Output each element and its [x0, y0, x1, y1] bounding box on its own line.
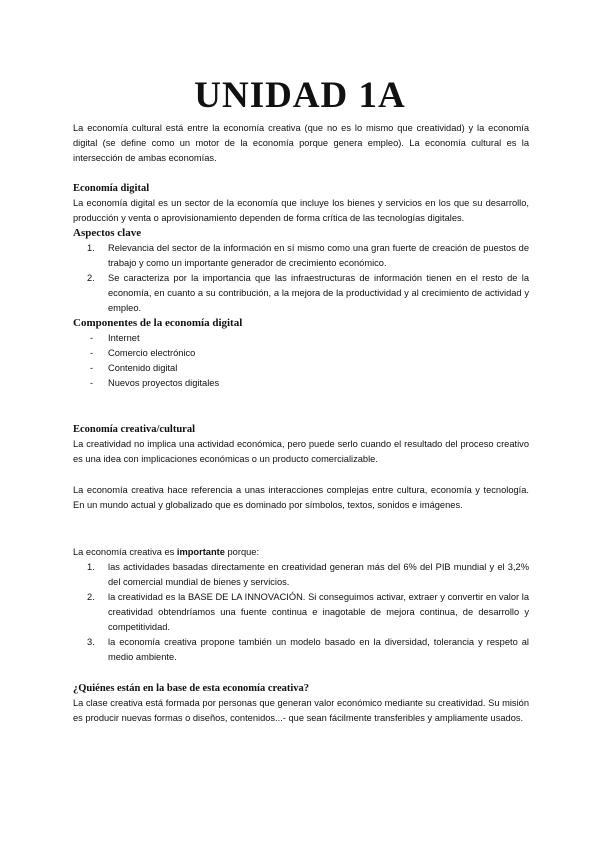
who-heading: ¿Quiénes están en la base de esta economía creativa? — [73, 683, 310, 694]
who-section — [73, 681, 529, 726]
list-item-text: Se caracteriza por la importancia que las infraestructuras de información tienen en el resto de la economía, en cuanto a su contribución, a la mejora de la productividad y al crecimiento de actividad y empleo. — [108, 273, 529, 313]
list-item — [73, 560, 529, 590]
bullet-dash: - — [90, 333, 94, 343]
importance-block — [73, 545, 529, 665]
key-aspects-list — [73, 241, 529, 316]
components-heading: Componentes de la economía digital — [73, 317, 243, 329]
importance-text-pre: La economía creativa es — [73, 547, 177, 557]
bullet-dash: - — [90, 378, 94, 388]
list-item-text: Contenido digital — [108, 363, 178, 373]
creative-paragraph-2-block — [73, 483, 529, 513]
components-list — [73, 331, 529, 391]
intro-section — [73, 121, 529, 166]
digital-economy-section — [73, 181, 529, 391]
digital-economy-heading: Economía digital — [73, 183, 150, 194]
list-item-text: las actividades basadas directamente en creatividad generan más del 6% del PIB mundial y el 3,2% del comercial mundial de bienes y servicios. — [108, 562, 529, 587]
list-item — [73, 361, 529, 376]
list-item — [73, 590, 529, 635]
list-item — [73, 346, 529, 361]
digital-economy-paragraph: La economía digital es un sector de la economía que incluye los bienes y servicios en los que su desarrollo, producción y venta o aprovisionamiento dependen de forma crítica de las tecnologías digitales. — [73, 198, 529, 223]
importance-list — [73, 560, 529, 665]
list-item — [73, 331, 529, 346]
page-title: UNIDAD 1A — [194, 75, 406, 116]
intro-paragraph: La economía cultural está entre la economía creativa (que no es lo mismo que creatividad) y la economía digital (se define como un motor de la economía porque genera empleo). La economía cultural es la intersección de ambas economías. — [73, 123, 529, 163]
key-aspects-heading: Aspectos clave — [73, 227, 142, 239]
list-item-text: Internet — [108, 333, 140, 343]
bullet-dash: - — [90, 348, 94, 358]
list-item-text: Relevancia del sector de la información en sí mismo como una gran fuerte de creación de puestos de trabajo y como un importante generador de crecimiento económico. — [108, 243, 529, 268]
list-item-text: Nuevos proyectos digitales — [108, 378, 220, 388]
list-number: 1. — [87, 562, 95, 572]
list-number: 2. — [87, 273, 95, 283]
list-item-text: la creatividad es la BASE DE LA INNOVACIÓN. Si conseguimos activar, extraer y convertir en valor la creatividad obtendríamos una fuente continua e inagotable de mejora continua, de desarrollo y competitividad. — [108, 592, 529, 632]
creative-economy-section — [73, 422, 529, 467]
who-paragraph: La clase creativa está formada por personas que generan valor económico mediante su creatividad. Su misión es producir nuevas formas o diseños, contenidos...- que sean fácilmente transferibles y ampliamente usados. — [73, 698, 529, 723]
list-item — [73, 271, 529, 316]
bullet-dash: - — [90, 363, 94, 373]
list-item — [73, 376, 529, 391]
creative-paragraph-1: La creatividad no implica una actividad económica, pero puede serlo cuando el resultado del proceso creativo es una idea con implicaciones económicas o un producto comercializable. — [73, 439, 529, 464]
importance-bold: importante — [176, 547, 225, 557]
list-item-text: la economía creativa propone también un modelo basado en la diversidad, tolerancia y respeto al medio ambiente. — [108, 637, 529, 662]
list-number: 1. — [87, 243, 95, 253]
list-item-text: Comercio electrónico — [108, 348, 196, 358]
importance-text-post: porque: — [224, 547, 260, 557]
list-number: 3. — [87, 637, 95, 647]
creative-economy-heading: Economía creativa/cultural — [73, 424, 195, 435]
creative-paragraph-2: La economía creativa hace referencia a unas interacciones complejas entre cultura, economía y tecnología. En un mundo actual y globalizado que es dominado por símbolos, textos, sonidos e imágenes. — [73, 485, 529, 510]
list-number: 2. — [87, 592, 95, 602]
importance-intro — [73, 545, 529, 560]
list-item — [73, 241, 529, 271]
list-item — [73, 635, 529, 665]
